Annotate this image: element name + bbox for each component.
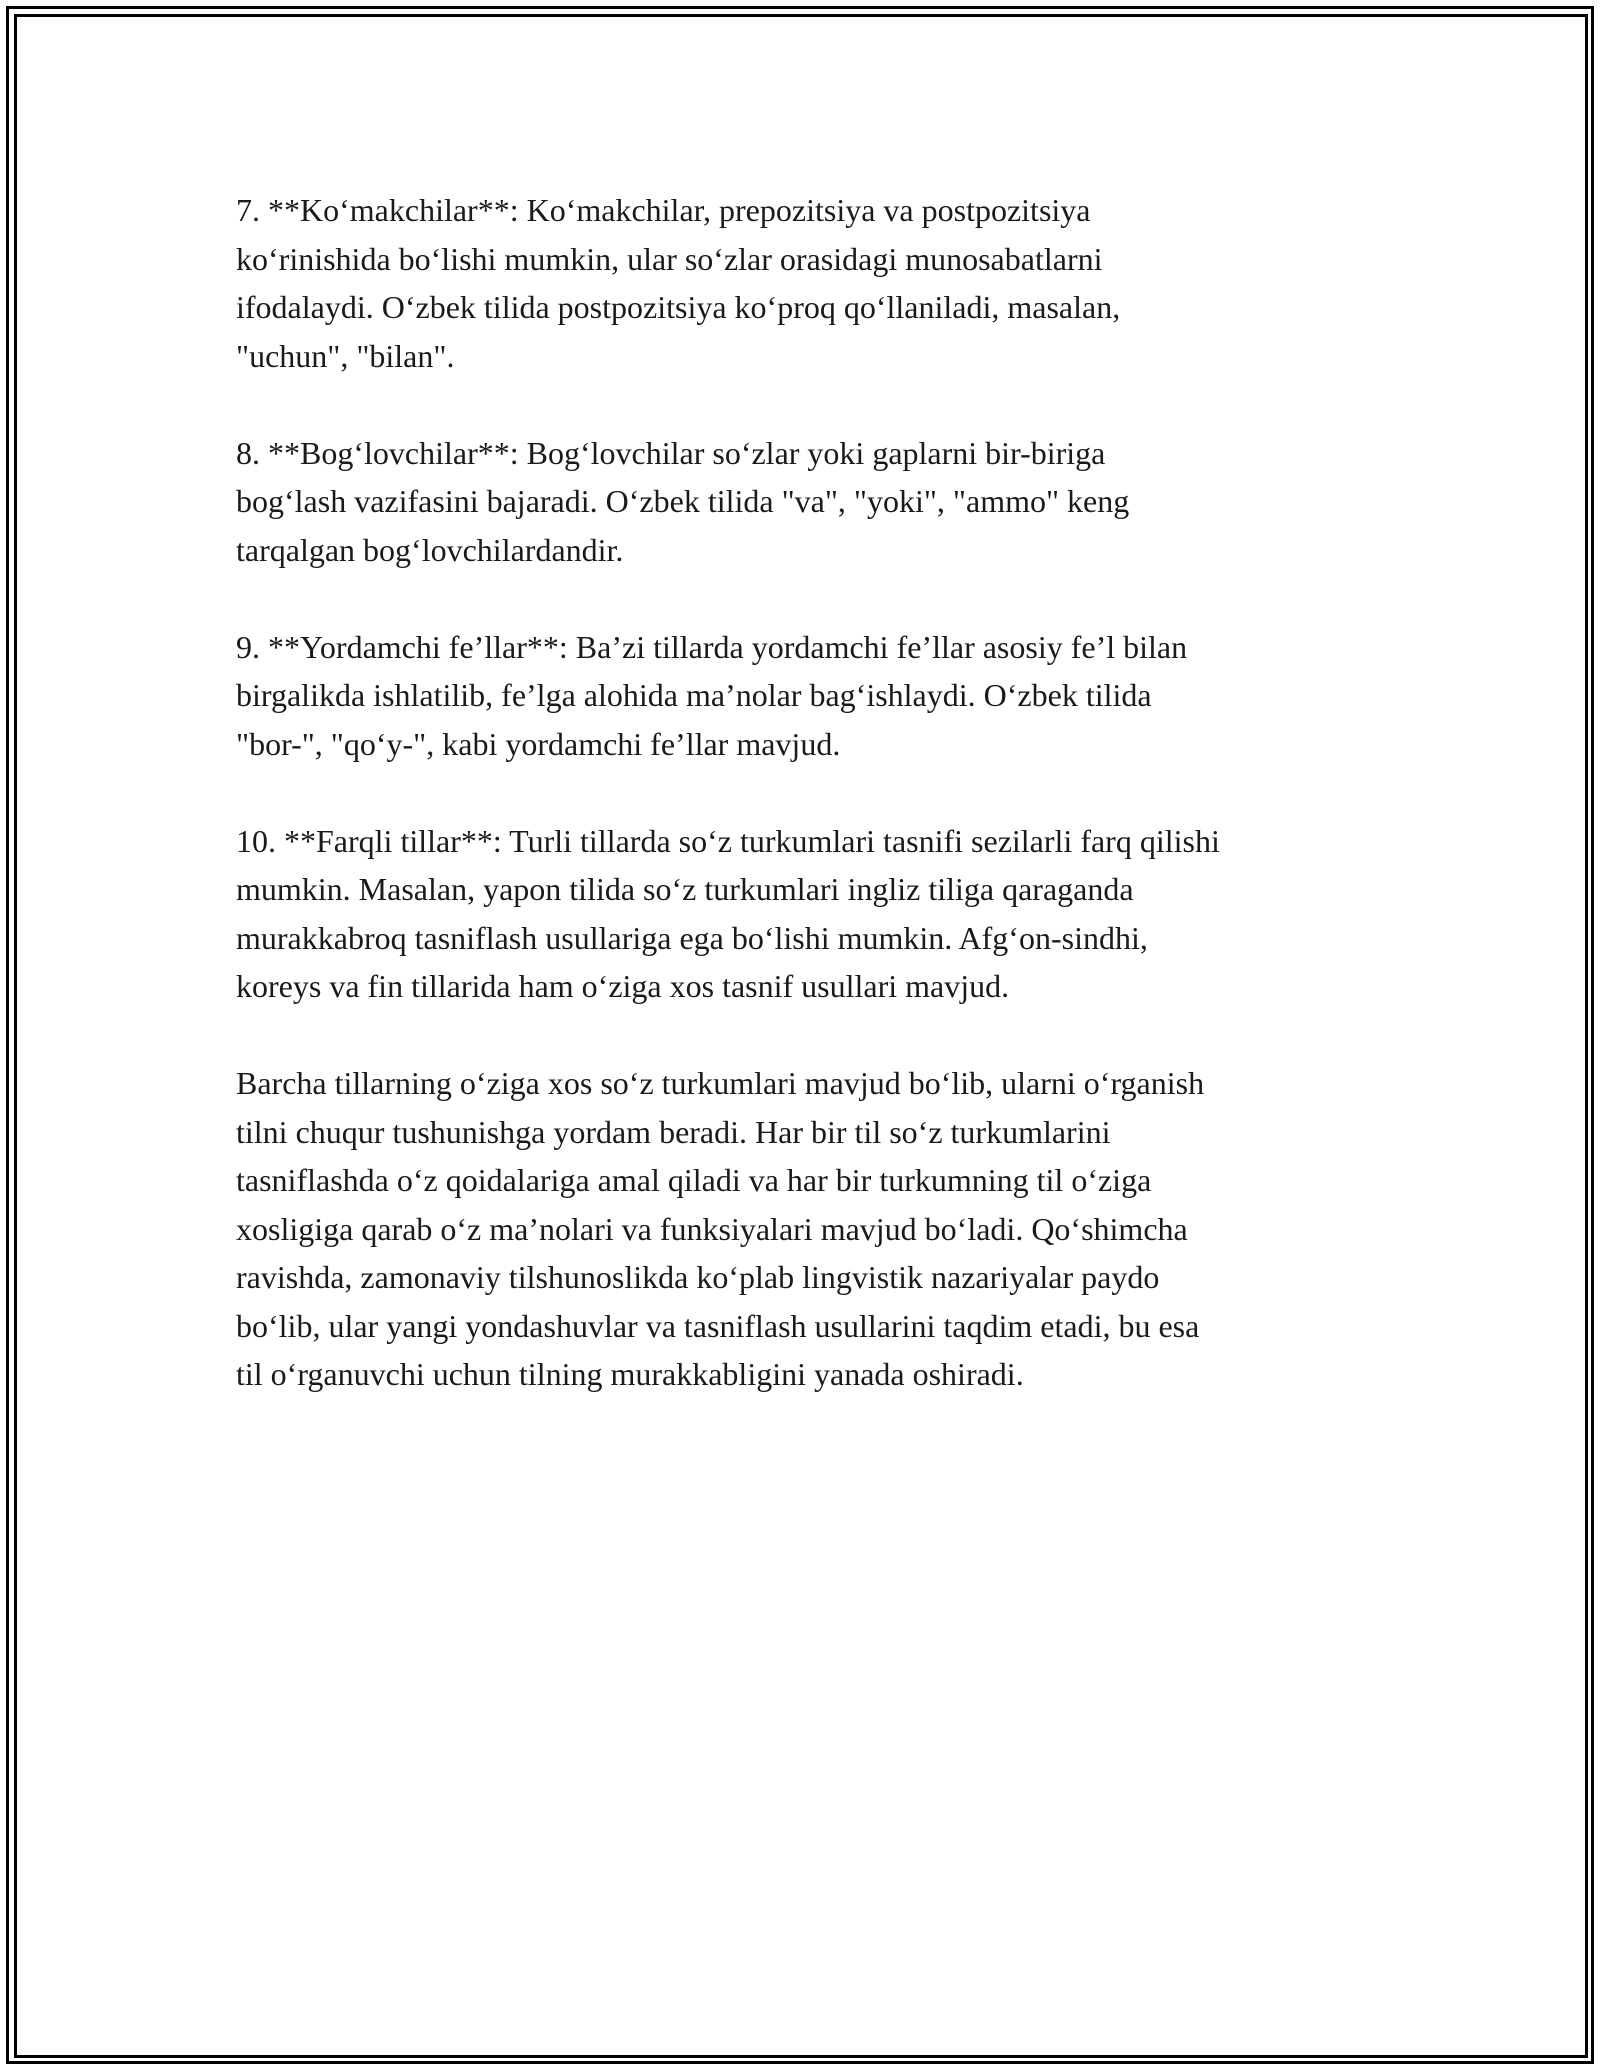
paragraph-yordamchi-fellar: 9. **Yordamchi fe’llar**: Ba’zi tillarda yordamchi fe’llar asosiy fe’l bilan birgalikda ishlatilib, fe’lga alohida ma’nolar bag‘ishlaydi. O‘zbek tilida "bor-", "qo‘y-", kabi yordamchi fe’llar mavjud. bbox=[236, 628, 1188, 762]
paragraph-conclusion: Barcha tillarning o‘ziga xos so‘z turkumlari mavjud bo‘lib, ularni o‘rganish tilni chuqur tushunishga yordam beradi. Har bir til so‘z turkumlarini tasniflashda o‘z qoidalariga amal qiladi va har bir turkumning til o‘ziga xosligiga qarab o‘z ma’nolari va funksiyalari mavjud bo‘ladi. Qo‘shimcha ravishda, zamonaviy tilshunoslikda ko‘plab lingvistik nazariyalar paydo bo‘lib, ular yangi yondashuvlar va tasniflash usullarini taqdim etadi, bu esa til o‘rganuvchi uchun tilning murakkabligini yanada oshiradi. bbox=[236, 1065, 1205, 1392]
paragraph-farqli-tillar: 10. **Farqli tillar**: Turli tillarda so‘z turkumlari tasnifi sezilarli farq qilishi mumkin. Masalan, yapon tilida so‘z turkumlari ingliz tiliga qaraganda murakkabroq tasniflash usullariga ega bo‘lishi mumkin. Afg‘on-sindhi, koreys va fin tillarida ham o‘ziga xos tasnif usullari mavjud. bbox=[236, 822, 1220, 1004]
paragraph-komakchilar: 7. **Ko‘makchilar**: Ko‘makchilar, prepozitsiya va postpozitsiya ko‘rinishida bo‘lishi mumkin, ular so‘zlar orasidagi munosabatlarni ifodalaydi. O‘zbek tilida postpozitsiya ko‘proq qo‘llaniladi, masalan, "uchun", "bilan". bbox=[236, 192, 1121, 374]
document-body bbox=[236, 186, 1386, 1447]
paragraph-boglovchilar: 8. **Bog‘lovchilar**: Bog‘lovchilar so‘zlar yoki gaplarni bir-biriga bog‘lash vazifasini bajaradi. O‘zbek tilida "va", "yoki", "ammo" keng tarqalgan bog‘lovchilardandir. bbox=[236, 434, 1130, 568]
